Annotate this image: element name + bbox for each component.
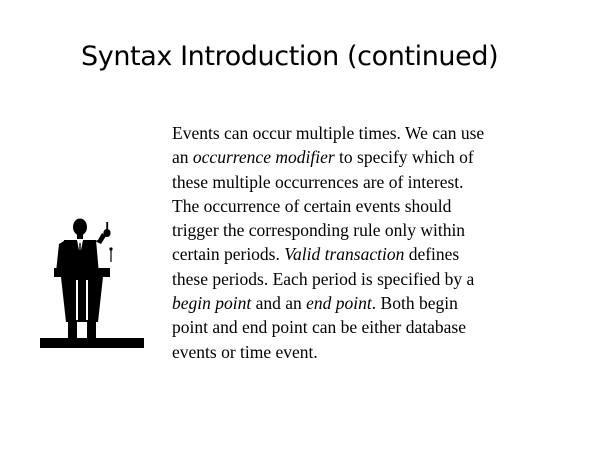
- slide-title: Syntax Introduction (continued): [81, 41, 499, 72]
- body-line: these multiple occurrences are of interest.: [172, 171, 464, 192]
- valid-transaction-term: Valid transaction: [284, 244, 405, 265]
- body-line: Events can occur multiple times. We can use: [172, 123, 485, 143]
- begin-point-term: begin point: [172, 293, 252, 314]
- speaker-at-podium-icon: [40, 216, 144, 348]
- body-line: events or time event.: [172, 341, 318, 362]
- slide-body-text: [172, 121, 552, 364]
- body-line: trigger the corresponding rule only within: [172, 220, 466, 241]
- body-line: point and end point can be either database: [172, 317, 466, 338]
- body-line: an occurrence modifier to specify which of: [172, 147, 474, 168]
- body-line: certain periods. Valid transaction defines: [172, 244, 460, 265]
- body-line: these periods. Each period is specified by a: [172, 268, 475, 289]
- body-line: The occurrence of certain events should: [172, 195, 452, 216]
- occurrence-modifier-term: occurrence modifier: [192, 147, 335, 168]
- end-point-term: end point: [306, 293, 372, 314]
- body-line: begin point and an end point. Both begin: [172, 293, 458, 314]
